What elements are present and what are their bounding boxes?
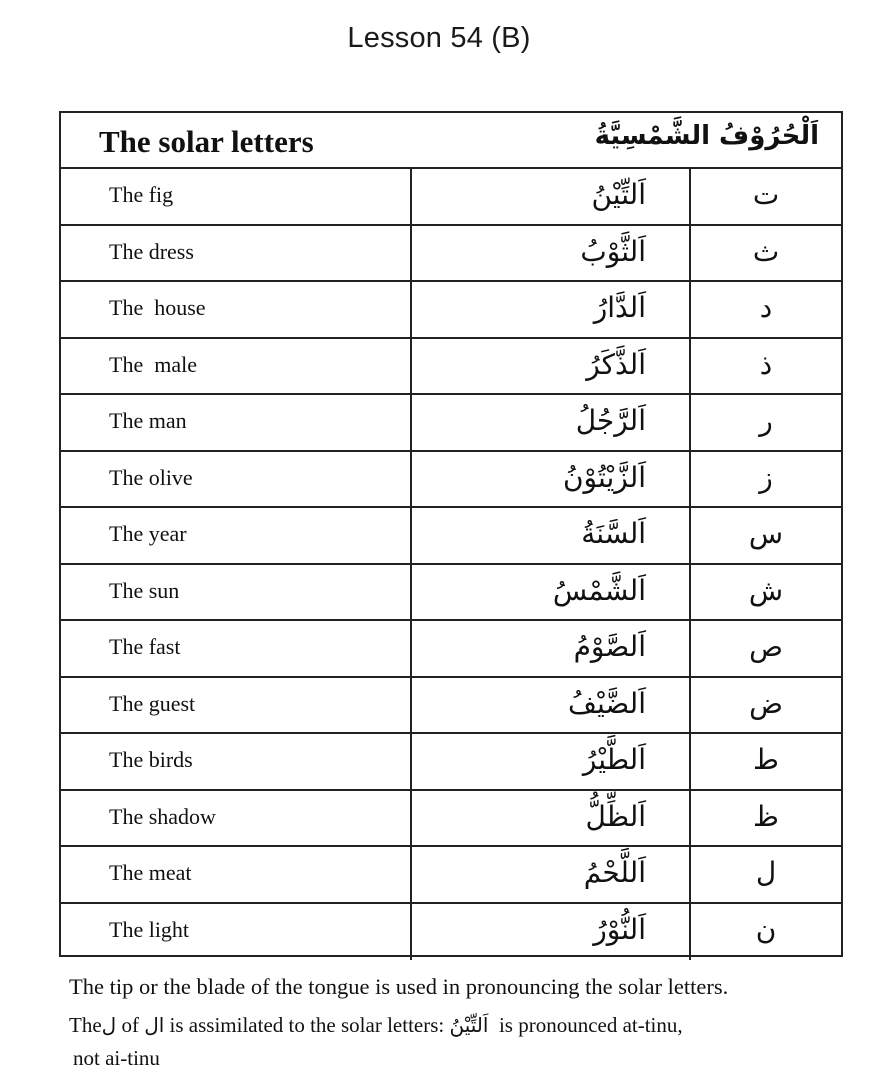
header-arabic: اَلْحُرُوْفُ الشَّمْسِيَّةُ	[594, 121, 819, 151]
solar-letter: ط	[753, 743, 779, 776]
solar-letter: ض	[749, 686, 783, 720]
note-text: of	[121, 1013, 139, 1037]
english-word: The year	[109, 521, 187, 546]
column-divider	[410, 339, 412, 394]
english-word: The fast	[109, 634, 181, 659]
column-divider	[410, 678, 412, 733]
column-divider	[410, 226, 412, 281]
header-english: The solar letters	[99, 124, 314, 159]
english-word: The meat	[109, 860, 192, 885]
column-divider	[410, 904, 412, 961]
arabic-word: اَلطَّيْرُ	[582, 743, 646, 776]
arabic-word: اَلضَّيْفُ	[567, 686, 646, 720]
english-word: The guest	[109, 690, 196, 716]
column-divider	[410, 621, 412, 676]
arabic-word: اَلنُّوْرُ	[593, 912, 646, 946]
arabic-word: اَلثَّوْبُ	[580, 234, 646, 268]
solar-letter: ص	[749, 630, 783, 663]
note-text: is assimilated to the solar letters:	[169, 1013, 445, 1037]
page-title: Lesson 54 (B)	[347, 22, 531, 54]
column-divider	[410, 565, 412, 620]
arabic-word: اَلرَّجُلُ	[575, 404, 646, 437]
column-divider	[410, 734, 412, 789]
english-word: The shadow	[109, 803, 216, 829]
arabic-word: اَلتِّيْنُ	[591, 178, 646, 211]
table-row	[61, 226, 841, 283]
solar-letter: ن	[755, 912, 777, 946]
table-header	[61, 113, 841, 169]
table-row	[61, 734, 841, 791]
solar-letter: ش	[748, 573, 784, 607]
table-row	[61, 395, 841, 452]
arabic-word: اَلظِّلُّ	[585, 799, 646, 833]
solar-letter: ذ	[759, 347, 773, 381]
column-divider	[410, 452, 412, 507]
english-word: The man	[109, 408, 187, 433]
column-divider	[410, 282, 412, 337]
arabic-word: اَلصَّوْمُ	[573, 630, 646, 663]
table-row	[61, 847, 841, 904]
note-arabic-example: اَلتِّيْنُ	[449, 1013, 489, 1037]
note-text: The	[69, 1013, 102, 1037]
solar-letter: ل	[755, 856, 777, 889]
solar-letter: د	[759, 291, 773, 324]
note-not-pronounced: not ai-tinu	[73, 1046, 160, 1070]
english-word: The male	[109, 351, 197, 377]
note-text: is pronounced at-tinu,	[498, 1013, 683, 1037]
solar-letter: ت	[752, 178, 780, 211]
arabic-word: اَلدَّارُ	[593, 291, 646, 324]
table-row	[61, 508, 841, 565]
table-row	[61, 678, 841, 735]
solar-letter: ث	[752, 234, 780, 268]
note-arabic-lam: ل	[101, 1013, 117, 1037]
arabic-word: اَلذَّكَرُ	[586, 347, 646, 381]
table-row	[61, 791, 841, 848]
english-word: The dress	[109, 238, 194, 264]
english-word: The house	[109, 295, 206, 320]
solar-letter: ظ	[753, 799, 779, 833]
arabic-word: اَلزَّيْتُوْنُ	[562, 460, 646, 494]
table-row	[61, 621, 841, 678]
solar-letters-table	[59, 111, 843, 957]
english-word: The sun	[109, 577, 180, 603]
solar-letter: ر	[759, 404, 773, 437]
note-assimilation	[69, 1013, 683, 1038]
column-divider	[410, 508, 412, 563]
column-divider	[410, 791, 412, 846]
arabic-word: اَلسَّنَةُ	[581, 517, 646, 550]
table-row	[61, 904, 841, 961]
arabic-word: اَللَّحْمُ	[583, 856, 646, 889]
solar-letter: س	[748, 517, 784, 550]
solar-letter: ز	[759, 460, 773, 494]
column-divider	[410, 169, 412, 224]
table-row	[61, 452, 841, 509]
english-word: The light	[109, 916, 190, 942]
table-row	[61, 169, 841, 226]
table-row	[61, 282, 841, 339]
column-divider	[410, 847, 412, 902]
table-row	[61, 339, 841, 396]
english-word: The olive	[109, 464, 193, 490]
note-tongue: The tip or the blade of the tongue is used in pronouncing the solar letters.	[69, 974, 729, 999]
english-word: The fig	[109, 182, 174, 207]
arabic-word: اَلشَّمْسُ	[552, 573, 646, 607]
note-arabic-al: ال	[144, 1013, 165, 1037]
english-word: The birds	[109, 747, 193, 772]
table-body	[61, 169, 841, 960]
table-row	[61, 565, 841, 622]
column-divider	[410, 395, 412, 450]
